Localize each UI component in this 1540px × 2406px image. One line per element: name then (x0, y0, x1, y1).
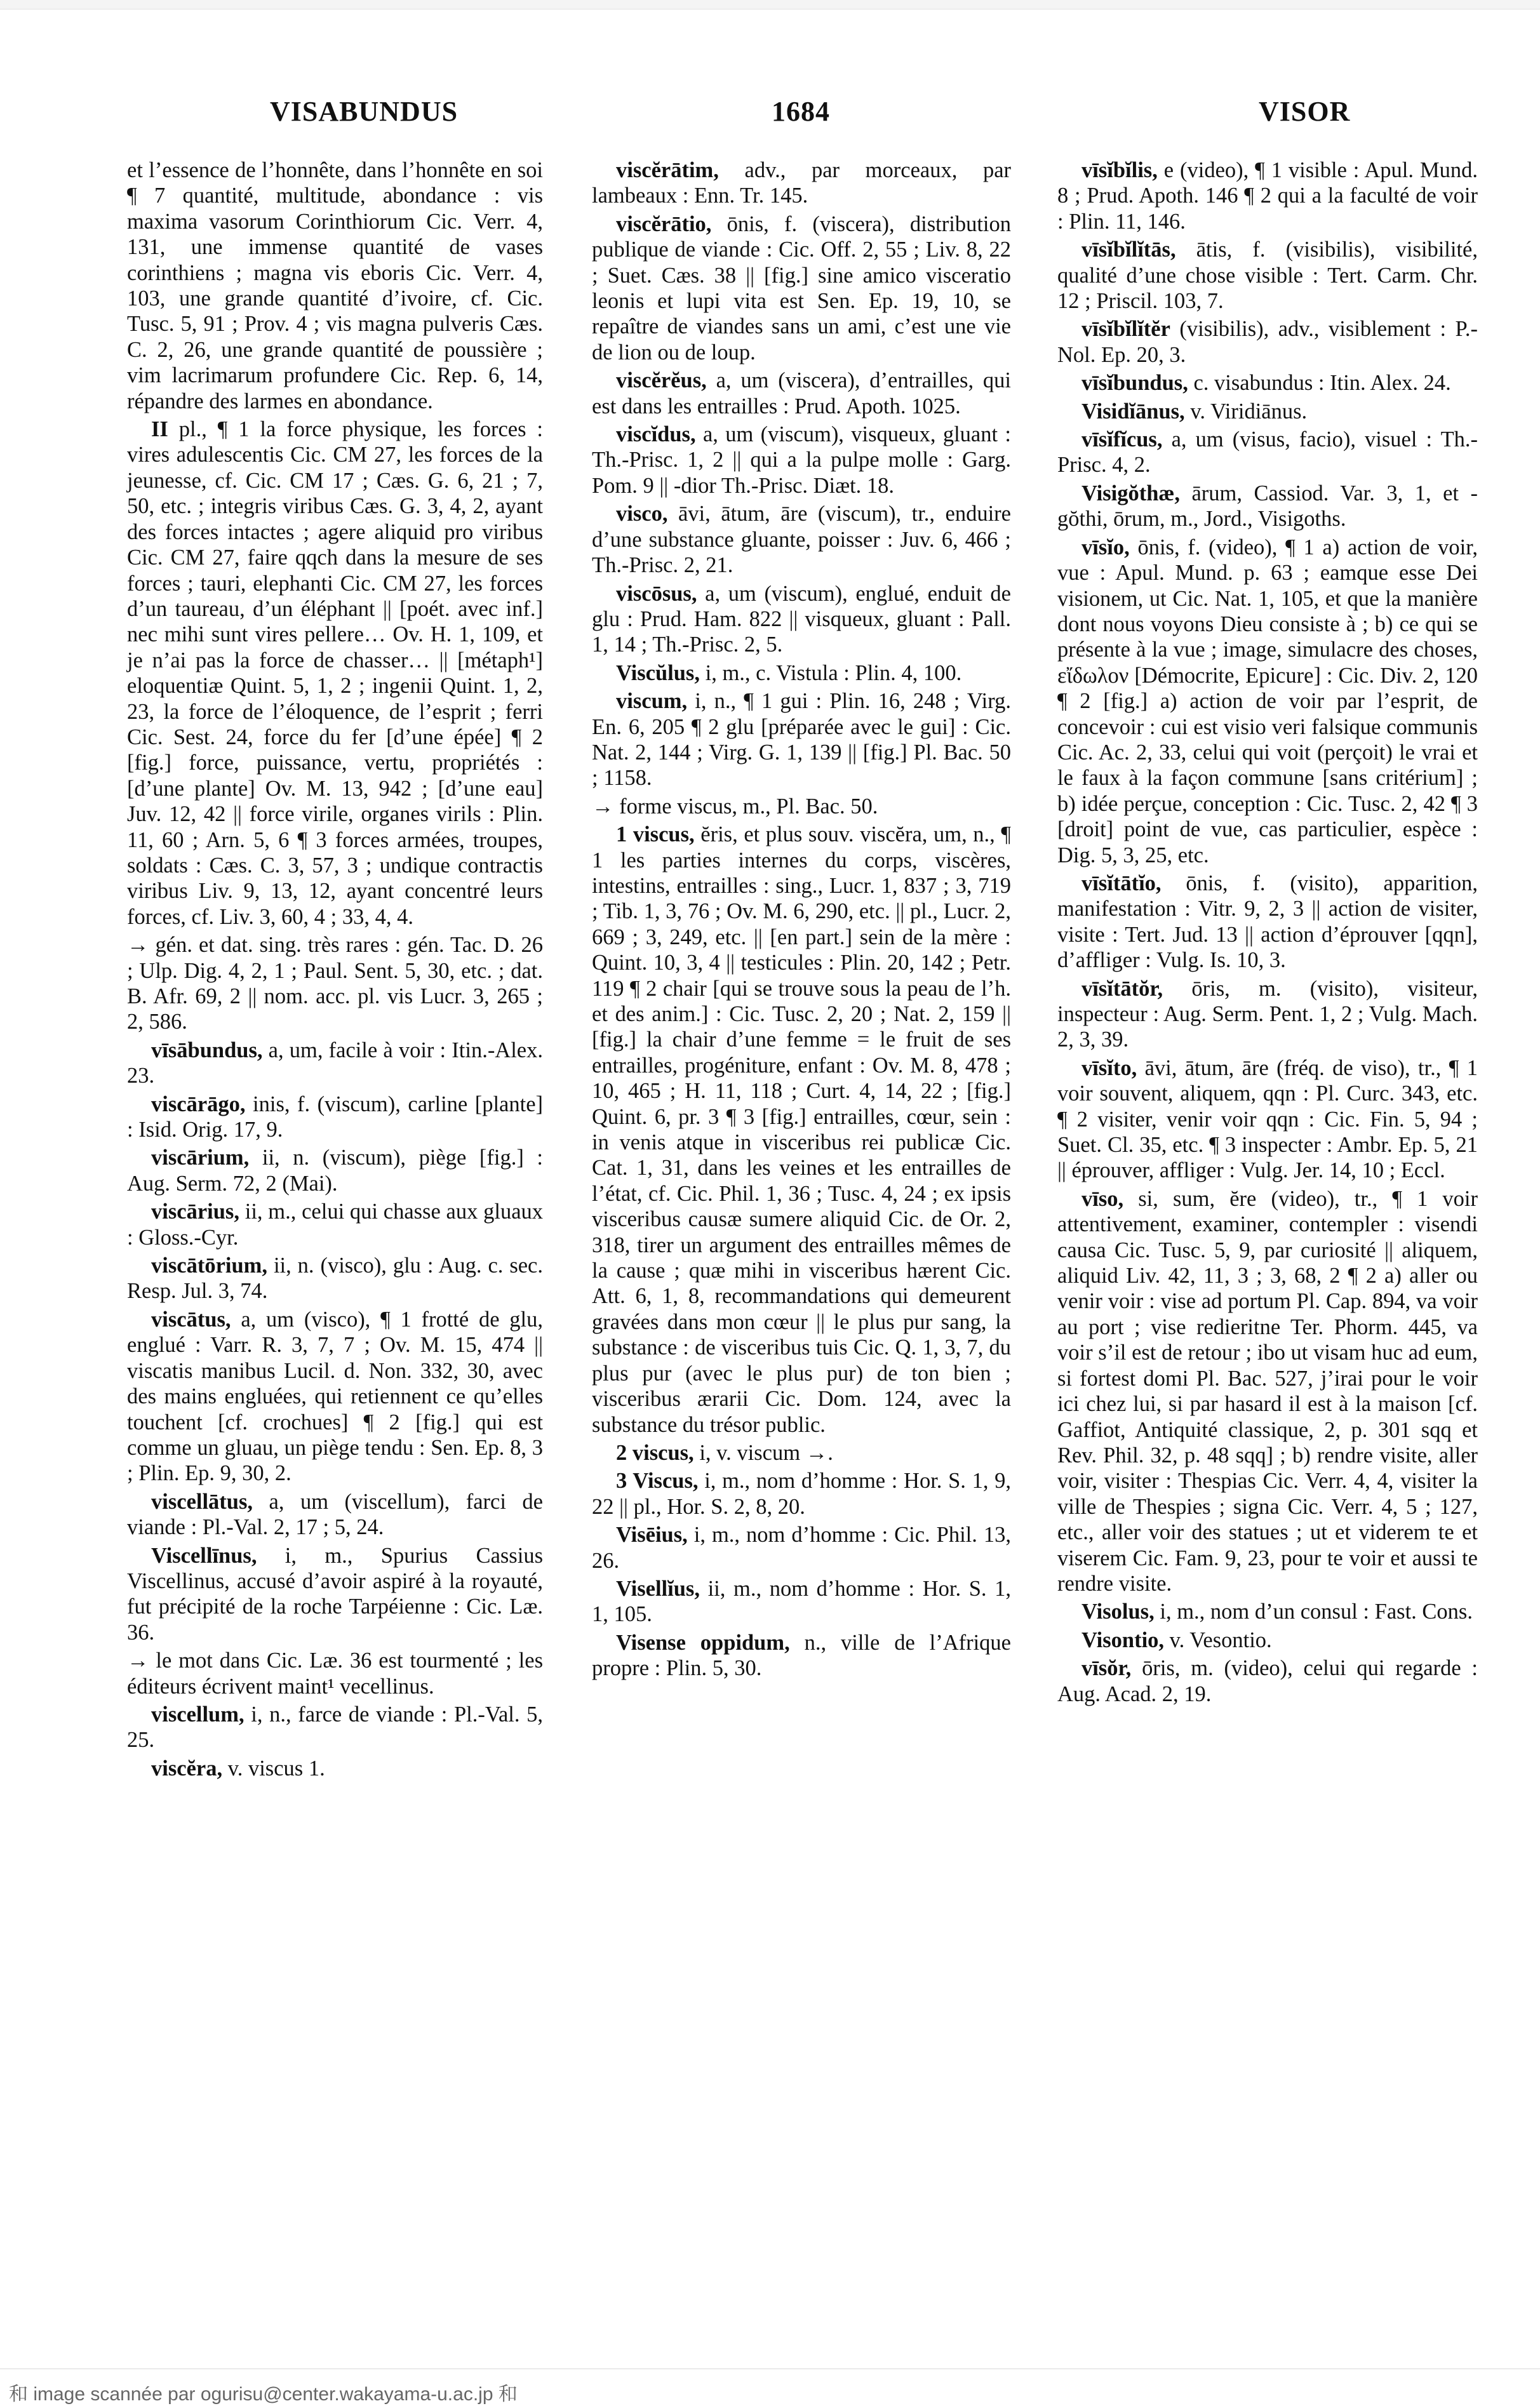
dictionary-entry (1057, 237, 1478, 314)
dictionary-entry (127, 1543, 543, 1646)
entry-headword: viscārius, (151, 1200, 239, 1224)
dictionary-entry (127, 1648, 543, 1699)
entry-headword: vīsŏr, (1081, 1656, 1132, 1681)
column-left (127, 157, 543, 1784)
dictionary-entry (1057, 481, 1478, 532)
scan-top-edge (0, 0, 1540, 10)
page-header (0, 95, 1540, 140)
entry-headword: vīsĭtātĭo, (1081, 871, 1162, 895)
entry-headword: Visense oppidum, (616, 1630, 790, 1655)
entry-definition: → le mot dans Cic. Læ. 36 est tourmenté ; les éditeurs écrivent maint¹ vecellinus. (127, 1648, 543, 1699)
dictionary-entry (127, 1092, 543, 1143)
dictionary-entry (1057, 1627, 1478, 1653)
entry-headword: viscellātus, (151, 1489, 253, 1514)
entry-definition: i, n., farce de viande : Pl.-Val. 5, 25. (127, 1702, 543, 1753)
dictionary-entry (1057, 871, 1478, 973)
entry-definition: pl., ¶ 1 la force physique, les forces : vires adulescentis Cic. CM 27, les forces de la jeunesse, cf. Cic. CM 17 ; Cæs. G. 6, 21 ; 7, 50, etc. ; integris viribus Cæs. G. 3, 4, 2, ayant des forces intactes ; agere aliquid pro viribus Cic. CM 27, faire qqch dans la mesure de ses forces ; tauri, elephanti Cic. CM 27, les forces d’un taureau, d’un éléphant || [poét. avec inf.] nec mihi sunt vires pellere… Ov. H. 1, 109, et je n’ai pas la force de chasser… || [métaph¹] eloquentiæ Quint. 5, 1, 2 ; ingenii Quint. 1, 2, 23, la force de l’éloquence, de l’esprit ; ferri Cic. Sest. 24, force du fer [d’une épée] ¶ 2 [fig.] force, puissance, vertu, propriétés : [d’une plante] Ov. M. 13, 942 ; [d’une eau] Juv. 12, 42 || force virile, organes virils : Plin. 11, 60 ; Arn. 5, 6 ¶ 3 forces armées, troupes, soldats : Cæs. C. 3, 57, 3 ; undique contractis viribus Liv. 9, 13, 12, ayant concentré leurs forces, cf. Liv. 3, 60, 4 ; 33, 4, 4. (127, 417, 544, 929)
dictionary-entry (592, 211, 1011, 365)
dictionary-entry (127, 157, 543, 414)
entry-headword: viscĭdus, (616, 422, 696, 447)
entry-headword: vīsĭtātŏr, (1081, 976, 1163, 1001)
dictionary-entry (592, 660, 1011, 686)
column-right (1057, 157, 1478, 1709)
entry-headword: 1 viscus, (616, 822, 695, 847)
dictionary-entry (1057, 976, 1478, 1053)
dictionary-entry (1057, 427, 1478, 478)
dictionary-entry (1057, 370, 1478, 396)
entry-definition: ōnis, f. (video), ¶ 1 a) action de voir, vue : Apul. Mund. p. 63 ; eamque esse Dei visionem, ut Cic. Nat. 1, 105, et que la manière dont nous voyons Dieu consiste à ; b) ce qui se présente à la vue ; image, simulacre des choses, εἴδωλον [Démocrite, Epicure] : Cic. Div. 2, 120 ¶ 2 [fig.] a) action de voir par l’esprit, de concevoir : cui est visio veri falsique communis Cic. Ac. 2, 33, celui qui voit (perçoit) le vrai et le faux à la façon commune [sans critérium] ; b) idée perçue, conception : Cic. Tusc. 2, 42 ¶ 3 [droit] point de vue, cas particulier, espèce : Dig. 5, 3, 25, etc. (1057, 535, 1478, 867)
entry-headword: vīsābundus, (151, 1038, 263, 1062)
entry-headword: vīsĭbĭlĭtĕr (1081, 317, 1170, 342)
dictionary-entry (1057, 1186, 1478, 1597)
entry-definition: e (video), ¶ 1 visible : Apul. Mund. 8 ; Prud. Apoth. 146 ¶ 2 qui a la faculté de voir : Plin. 11, 146. (1057, 158, 1478, 234)
entry-headword: Viscellīnus, (151, 1543, 257, 1568)
entry-headword: viscōsus, (616, 581, 697, 606)
dictionary-entry (127, 1489, 543, 1541)
dictionary-entry (592, 368, 1011, 419)
entry-definition: ii, m., celui qui chasse aux gluaux : Gloss.-Cyr. (127, 1200, 544, 1250)
dictionary-entry (592, 1522, 1011, 1574)
entry-headword: viscātus, (151, 1307, 231, 1332)
entry-definition: adv., par morceaux, par lambeaux : Enn. Tr. 145. (592, 158, 1012, 208)
dictionary-entry (592, 1576, 1011, 1627)
entry-definition: v. Vesontio. (1169, 1627, 1272, 1652)
dictionary-entry (592, 501, 1011, 578)
entry-definition: a, um (viscum), visqueux, gluant : Th.-Prisc. 1, 2 || qui a la pulpe molle : Garg. Pom. 9 || -dior Th.-Prisc. Diæt. 18. (592, 422, 1011, 498)
entry-headword: visco, (616, 502, 668, 526)
entry-headword: viscārāgo, (151, 1092, 246, 1116)
entry-definition: ĕris, et plus souv. viscĕra, um, n., ¶ 1 les parties internes du corps, viscères, intestins, entrailles : sing., Lucr. 1, 837 ; 3, 719 ; Tib. 1, 3, 76 ; Ov. M. 6, 290, etc. || pl., Lucr. 2, 669 ; 3, 249, etc. || [en part.] sein de la mère : Quint. 10, 3, 4 || testicules : Plin. 20, 142 ; Petr. 119 ¶ 2 chair [qui se trouve sous la peau de l’h. et des anim.] : Cic. Tusc. 2, 20 ; Nat. 2, 159 || [fig.] la chair d’une femme = le fruit de ses entrailles, progéniture, enfant : Ov. M. 8, 478 ; 10, 465 ; H. 11, 118 ; Curt. 4, 14, 22 ; [fig.] Quint. 6, pr. 3 ¶ 3 [fig.] entrailles, cœur, sein : in venis atque in visceribus rei publicæ Cic. Cat. 1, 31, dans les veines et les entrailles de l’état, cf. Cic. Phil. 1, 36 ; Tusc. 4, 24 ; ex ipsis visceribus causæ sumere aliquid Cic. de Or. 2, 318, tirer un argument des entrailles mêmes de la cause ; quæ mihi in visceribus hærent Cic. Att. 6, 1, 8, recommandations qui demeurent gravées dans mon cœur || le plus pur sang, la substance : de visceribus tuis Cic. Q. 1, 3, 7, du plus pur (avec le plus pur) de ton bien ; visceribus ærarii Cic. Dom. 124, avec la substance du trésor public. (592, 822, 1012, 1437)
entry-definition: et l’essence de l’honnête, dans l’honnête en soi ¶ 7 quantité, multitude, abondance : vis maxima vasorum Corinthiorum Cic. Verr. 4, 131, une immense quantité de vases corinthiens ; magna vis eboris Cic. Verr. 4, 103, une grande quantité d’ivoire, cf. Cic. Tusc. 5, 91 ; Prov. 4 ; vis magna pulveris Cæs. C. 2, 26, une grande quantité de poussière ; vim lacrimarum profundere Cic. Rep. 6, 14, répandre des larmes en abondance. (127, 158, 543, 413)
entry-headword: viscĕrĕus, (616, 368, 707, 393)
dictionary-entry (592, 1630, 1011, 1681)
entry-definition: i, m., nom d’homme : Hor. S. 1, 9, 22 || pl., Hor. S. 2, 8, 20. (592, 1469, 1012, 1519)
entry-definition: → gén. et dat. sing. très rares : gén. Tac. D. 26 ; Ulp. Dig. 4, 2, 1 ; Paul. Sent. 5, 30, etc. ; dat. B. Afr. 69, 2 || nom. acc. pl. vis Lucr. 3, 265 ; 2, 586. (127, 933, 543, 1034)
entry-headword: vīsĭfĭcus, (1081, 427, 1163, 452)
entry-definition: (visibilis), adv., visiblement : P.-Nol. Ep. 20, 3. (1057, 317, 1478, 367)
dictionary-entry (592, 422, 1011, 498)
entry-definition: āvi, ātum, āre (fréq. de viso), tr., ¶ 1 voir souvent, aliquem, qqn : Pl. Curc. 343, etc. ¶ 2 visiter, venir voir qqn : Cic. Fin. 5, 94 ; Suet. Cl. 35, etc. ¶ 3 inspecter : Ambr. Ep. 5, 21 || éprouver, affliger : Vulg. Jer. 14, 10 ; Eccl. (1057, 1055, 1478, 1183)
entry-headword: viscĕrātim, (616, 158, 719, 182)
dictionary-entry (127, 932, 543, 1035)
entry-headword: Visēius, (616, 1523, 688, 1547)
dictionary-entry (127, 1253, 543, 1304)
entry-headword: 3 Viscus, (616, 1469, 699, 1494)
entry-headword: viscum, (616, 689, 688, 714)
dictionary-entry (1057, 1055, 1478, 1184)
entry-definition: c. visabundus : Itin. Alex. 24. (1193, 371, 1451, 396)
entry-definition: ōnis, f. (viscera), distribution publique de viande : Cic. Off. 2, 55 ; Liv. 8, 22 ; Suet. Cæs. 38 || [fig.] sine amico visceratio leonis et lupi vita est Sen. Ep. 19, 10, se repaître de viandes sans un ami, c’est une vie de lion ou de loup. (592, 211, 1012, 364)
entry-definition: a, um, facile à voir : Itin.-Alex. 23. (127, 1038, 543, 1088)
dictionary-entry (592, 688, 1011, 791)
entry-headword: vīsĭto, (1081, 1055, 1137, 1080)
scan-credit-footer (0, 2369, 1540, 2406)
entry-headword: vīso, (1081, 1186, 1124, 1211)
entry-definition: inis, f. (viscum), carline [plante] : Isid. Orig. 17, 9. (127, 1092, 544, 1142)
entry-definition: → forme viscus, m., Pl. Bac. 50. (592, 794, 878, 819)
entry-headword: 2 viscus, (616, 1440, 694, 1465)
entry-definition: a, um (viscera), d’entrailles, qui est dans les entrailles : Prud. Apoth. 1025. (592, 368, 1011, 418)
entry-definition: ōris, m. (video), celui qui regarde : Aug. Acad. 2, 19. (1057, 1656, 1478, 1706)
entry-definition: i, m., nom d’homme : Cic. Phil. 13, 26. (592, 1523, 1011, 1573)
entry-headword: viscĕrātio, (616, 211, 712, 236)
dictionary-entry (1057, 535, 1478, 868)
entry-headword: viscārium, (151, 1146, 250, 1170)
entry-definition: ōnis, f. (visito), apparition, manifestation : Vitr. 9, 2, 3 || action de visiter, visite : Tert. Jud. 13 || action d’éprouver [qqn], d’affliger : Vulg. Is. 10, 3. (1057, 871, 1478, 973)
dictionary-entry (127, 1307, 543, 1487)
dictionary-entry (592, 157, 1011, 209)
entry-headword: Visidĭānus, (1081, 399, 1185, 424)
entry-definition: i, n., ¶ 1 gui : Plin. 16, 248 ; Virg. En. 6, 205 ¶ 2 glu [préparée avec le gui] : Cic. Nat. 2, 144 ; Virg. G. 1, 139 || [fig.] Pl. Bac. 50 ; 1158. (592, 689, 1011, 791)
entry-definition: a, um (visco), ¶ 1 frotté de glu, englué : Varr. R. 3, 7, 7 ; Ov. M. 15, 474 || viscatis manibus Lucil. d. Non. 332, 30, avec des mains engluées, qui retiennent ce qu’elles touchent [cf. crochues] ¶ 2 [fig.] qui est comme un gluau, un piège tendu : Sen. Ep. 8, 3 ; Plin. Ep. 9, 30, 2. (127, 1307, 543, 1486)
entry-definition: a, um (visus, facio), visuel : Th.-Prisc. 4, 2. (1057, 427, 1478, 478)
page-number: 1684 (772, 96, 830, 127)
entry-definition: i, v. viscum →. (699, 1440, 833, 1465)
running-head-right: VISOR (1259, 96, 1351, 127)
entry-definition: ii, n. (visco), glu : Aug. c. sec. Resp. Jul. 3, 74. (127, 1253, 543, 1304)
entry-headword: viscellum, (151, 1702, 244, 1727)
column-middle (592, 157, 1011, 1684)
entry-headword: vīsĭbĭlĭtās, (1081, 237, 1176, 262)
entry-definition: i, m., nom d’un consul : Fast. Cons. (1160, 1600, 1473, 1624)
dictionary-entry (592, 1468, 1011, 1520)
dictionary-entry (592, 822, 1011, 1438)
dictionary-entry (592, 581, 1011, 658)
entry-definition: n., ville de l’Afrique propre : Plin. 5, 30. (592, 1630, 1011, 1681)
entry-definition: ōris, m. (visito), visiteur, inspecteur : Aug. Serm. Pent. 1, 2 ; Vulg. Mach. 2, 3, 39. (1057, 976, 1478, 1052)
entry-headword: Visontio, (1081, 1627, 1165, 1652)
entry-definition: ātis, f. (visibilis), visibilité, qualité d’une chose visible : Tert. Carm. Chr. 12 ; Priscil. 103, 7. (1057, 237, 1478, 314)
entry-headword: vīsĭbundus, (1081, 371, 1188, 396)
entry-headword: viscĕra, (151, 1756, 223, 1781)
dictionary-entry (127, 1145, 543, 1196)
entry-headword: Visolus, (1081, 1600, 1155, 1624)
entry-definition: a, um (viscellum), farci de viande : Pl.-Val. 2, 17 ; 5, 24. (127, 1489, 543, 1540)
entry-definition: si, sum, ĕre (video), tr., ¶ 1 voir attentivement, examiner, contempler : visendi causa Cic. Tusc. 5, 9, par curiosité || aliquem, aliquid Liv. 42, 11, 3 ; 3, 68, 2 ¶ 2 a) aller ou venir voir : vise ad portum Pl. Cap. 894, va voir au port ; vise redieritne Ter. Phorm. 445, va voir s’il est de retour ; ibo ut visam huc ad eum, si fortest domi Pl. Bac. 527, j’irai pour le voir ici chez lui, si par hasard il est à la maison [cf. Gaffiot, Antiquité classique, 2, p. 301 sqq et Rev. Phil. 32, p. 48 sqq] ; b) rendre visite, aller voir, visiter : Thespias Cic. Verr. 4, 4, visiter la ville de Thespies ; signa Cic. Verr. 4, 5 ; 127, etc., aller voir des statues ; ut et viderem te et viserem Cic. Fam. 9, 23, pour te voir et aussi te rendre visite. (1057, 1186, 1478, 1596)
entry-headword: Visellĭus, (616, 1576, 700, 1601)
dictionary-entry (127, 417, 543, 930)
entry-definition: āvi, ātum, āre (viscum), tr., enduire d’une substance gluante, poisser : Juv. 6, 466 ; Th.-Prisc. 2, 21. (592, 502, 1011, 578)
entry-definition: v. viscus 1. (227, 1756, 325, 1781)
entry-headword: Visigŏthæ, (1081, 481, 1180, 505)
entry-headword: viscātōrium, (151, 1253, 268, 1278)
scan-credit-text: 和 image scannée par ogurisu@center.wakayama-u.ac.jp 和 (9, 2384, 518, 2405)
dictionary-entry (127, 1038, 543, 1089)
running-head-left: VISABUNDUS (270, 96, 459, 127)
dictionary-entry (592, 1440, 1011, 1466)
entry-definition: ārum, Cassiod. Var. 3, 1, et -gŏthi, ōrum, m., Jord., Visigoths. (1057, 481, 1478, 531)
dictionary-entry (127, 1756, 543, 1781)
entry-headword: vīsĭo, (1081, 535, 1130, 559)
entry-headword: Viscŭlus, (616, 660, 700, 685)
dictionary-entry (127, 1702, 543, 1753)
dictionary-entry (1057, 157, 1478, 234)
entry-definition: i, m., c. Vistula : Plin. 4, 100. (705, 660, 962, 685)
dictionary-entry (127, 1199, 543, 1250)
entry-definition: a, um (viscum), englué, enduit de glu : Prud. Ham. 822 || visqueux, gluant : Pall. 1, 14 ; Th.-Prisc. 2, 5. (592, 581, 1011, 657)
dictionary-entry (1057, 1599, 1478, 1624)
dictionary-entry (1057, 399, 1478, 424)
dictionary-entry (592, 794, 1011, 819)
dictionary-entry (1057, 1655, 1478, 1707)
entry-headword: vīsĭbĭlis, (1081, 158, 1158, 182)
dictionary-entry (1057, 316, 1478, 368)
entry-definition: ii, n. (viscum), piège [fig.] : Aug. Serm. 72, 2 (Mai). (127, 1146, 543, 1196)
entry-headword: II (151, 417, 168, 442)
entry-definition: ii, m., nom d’homme : Hor. S. 1, 1, 105. (592, 1576, 1011, 1627)
entry-definition: v. Viridiānus. (1190, 399, 1308, 424)
entry-definition: i, m., Spurius Cassius Viscellinus, accusé d’avoir aspiré à la royauté, fut précipité de la roche Tarpéienne : Cic. Læ. 36. (127, 1543, 543, 1645)
